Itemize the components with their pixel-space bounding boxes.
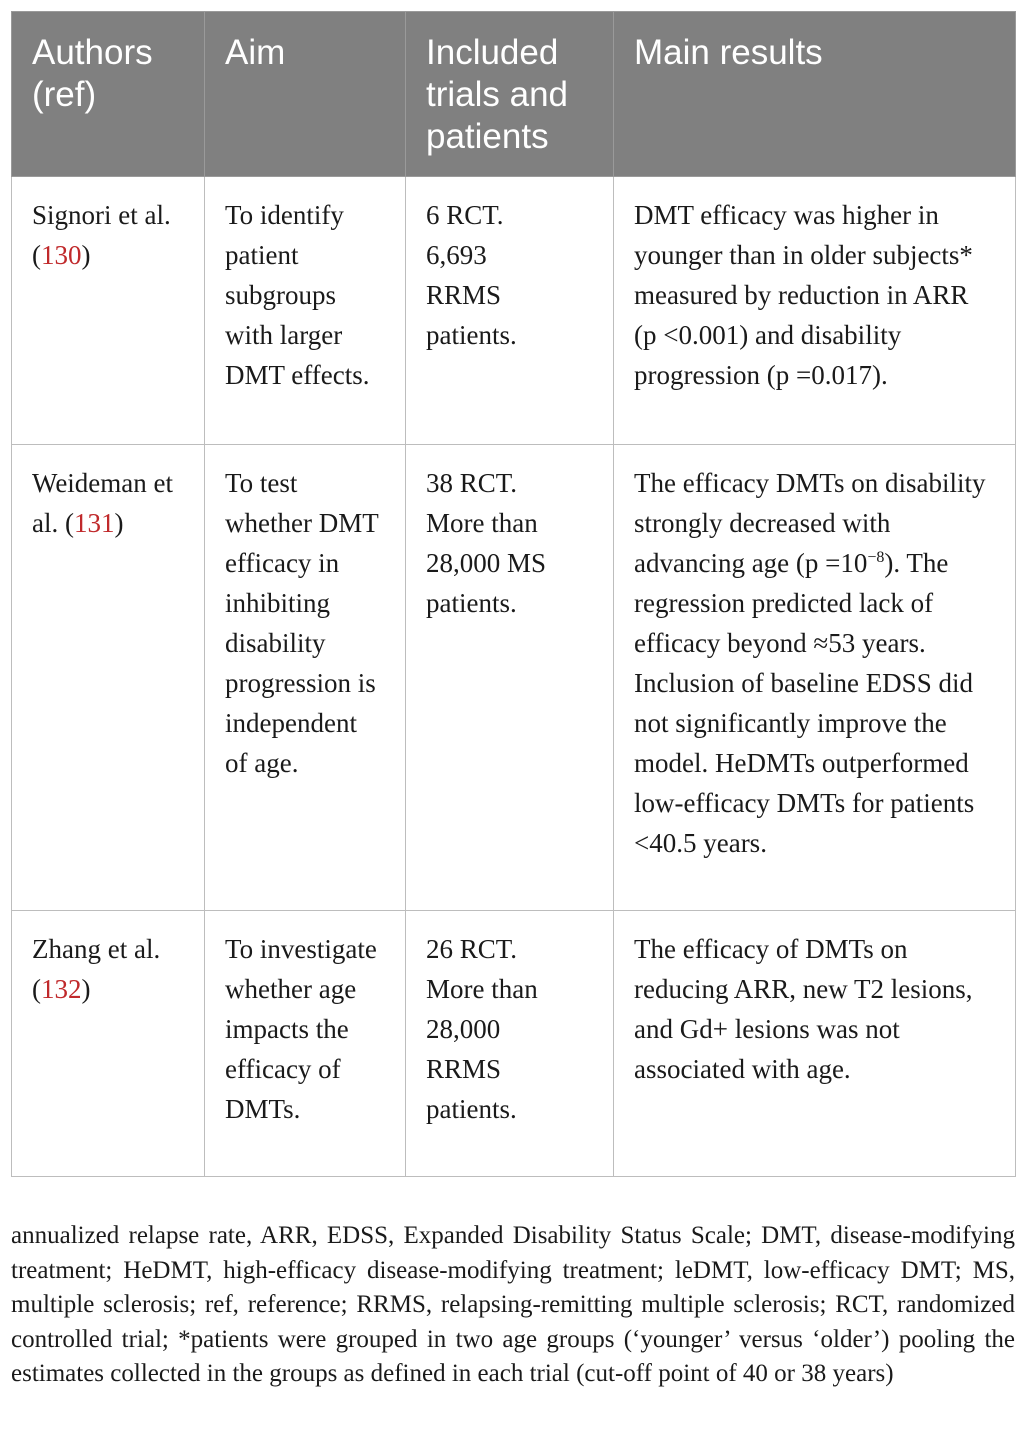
table-row: [12, 445, 1016, 911]
reference-link[interactable]: 130: [41, 240, 82, 270]
results-cell: [614, 445, 1016, 911]
results-text: The efficacy DMTs on disability strongly decreased with advancing age (p =10: [634, 468, 986, 578]
author-text: Weideman et al. (: [32, 468, 174, 538]
table-header: [12, 12, 1016, 177]
data-table-container: [11, 11, 1015, 1177]
header-aim: Aim: [205, 12, 406, 177]
author-cell: [12, 177, 205, 445]
header-results: Main results: [614, 12, 1016, 177]
studies-table: [11, 11, 1016, 1177]
table-body: [12, 177, 1016, 1177]
author-cell: [12, 445, 205, 911]
author-text: Zhang et al. (: [32, 934, 161, 1004]
author-close: ): [81, 240, 91, 270]
results-cell: DMT efficacy was higher in younger than in older subjects* measured by reduction in ARR (p <0.001) and disability progression (p =0.017).: [614, 177, 1016, 445]
table-footnote: annualized relapse rate, ARR, EDSS, Expanded Disability Status Scale; DMT, disease-modifying treatment; HeDMT, high-efficacy disease-modifying treatment; leDMT, low-efficacy DMT; MS, multiple sclerosis; ref, reference; RRMS, relapsing-remitting multiple sclerosis; RCT, randomized controlled trial; *patients were grouped in two age groups (‘younger’ versus ‘older’) pooling the estimates collected in the groups as defined in each trial (cut-off point of 40 or 38 years): [11, 1222, 1015, 1387]
reference-link[interactable]: 131: [73, 508, 115, 538]
trials-cell: 38 RCT. More than 28,000 MS patients.: [406, 445, 614, 911]
header-authors: Authors (ref): [12, 12, 205, 177]
author-close: ): [81, 974, 91, 1004]
results-cell: The efficacy of DMTs on reducing ARR, new T2 lesions, and Gd+ lesions was not associated with age.: [614, 911, 1016, 1177]
results-text-cont: ). The regression predicted lack of efficacy beyond ≈53 years. Inclusion of baseline EDSS did not significantly improve the model. HeDMTs outperformed low-efficacy DMTs for patients <40.5 years.: [634, 548, 975, 858]
header-trials: Included trials and patients: [406, 12, 614, 177]
header-row: [12, 12, 1016, 177]
reference-link[interactable]: 132: [41, 974, 82, 1004]
trials-cell: 6 RCT. 6,693 RRMS patients.: [406, 177, 614, 445]
trials-cell: 26 RCT. More than 28,000 RRMS patients.: [406, 911, 614, 1177]
results-exponent: −8: [867, 549, 885, 566]
aim-cell: To identify patient subgroups with larger DMT effects.: [205, 177, 406, 445]
aim-cell: To investigate whether age impacts the efficacy of DMTs.: [205, 911, 406, 1177]
table-row: [12, 911, 1016, 1177]
table-row: [12, 177, 1016, 445]
author-text: Signori et al. (: [32, 200, 171, 270]
author-cell: [12, 911, 205, 1177]
author-close: ): [114, 508, 124, 538]
aim-cell: To test whether DMT efficacy in inhibiting disability progression is independent of age.: [205, 445, 406, 911]
